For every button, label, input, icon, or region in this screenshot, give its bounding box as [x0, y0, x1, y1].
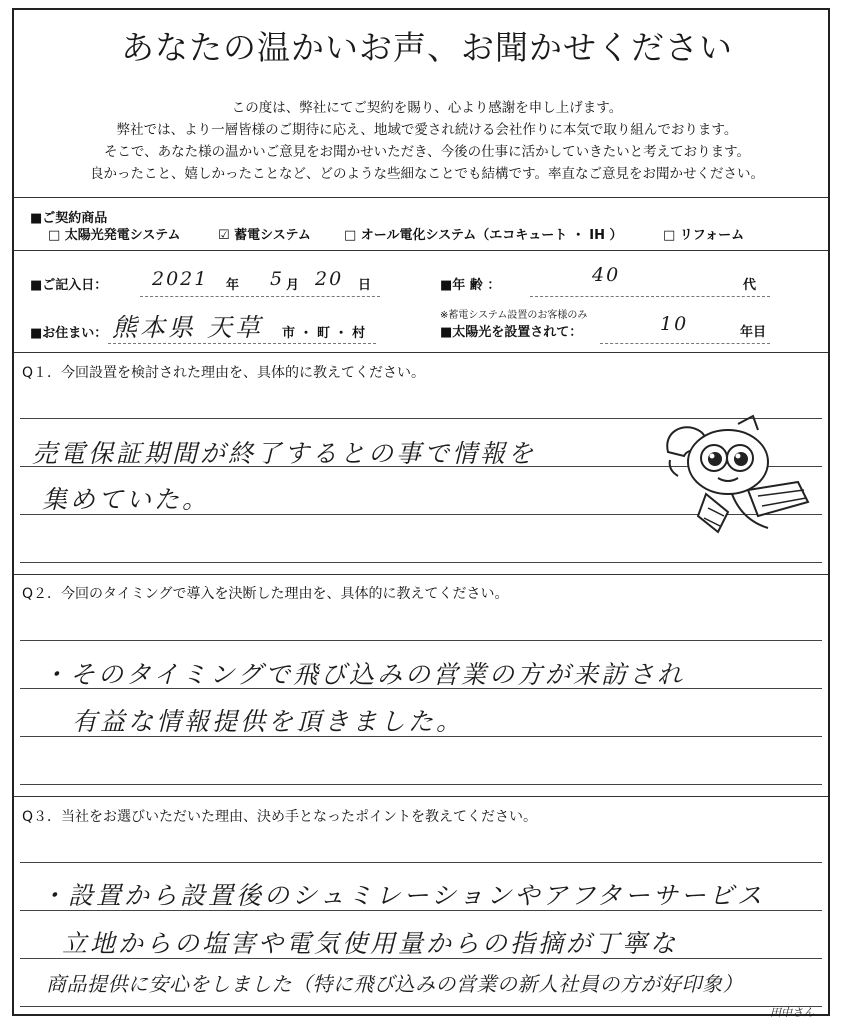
contract-label: ■ご契約商品 [30, 211, 108, 226]
month-unit: 月 [286, 278, 300, 293]
intro-line-2: 弊社では、より一層皆様のご期待に応え、地域で愛され続ける会社作りに本気で取り組んでおります。 [116, 122, 738, 138]
option-reform[interactable]: □ リフォーム [663, 228, 745, 243]
divider [14, 197, 828, 198]
q1-answer-line-2[interactable]: 集めていた。 [42, 485, 211, 514]
age-underline [530, 296, 770, 297]
q3-answer-line-1[interactable]: ・設置から設置後のシュミレーションやアフターサービス [40, 881, 765, 910]
intro-line-1: この度は、弊社にてご契約を賜り、心より感謝を申し上げます。 [231, 100, 623, 116]
q1-answer-line-1[interactable]: 売電保証期間が終了するとの事で情報を [32, 439, 537, 468]
answer-rule [20, 640, 822, 641]
address-underline [108, 343, 376, 344]
option-battery[interactable]: ☑ 蓄電システム [218, 228, 311, 243]
intro-line-3: そこで、あなた様の温かいご意見をお聞かせいただき、今後の仕事に活かしていきたいと考えております。 [103, 144, 751, 160]
address-label: ■お住まい： [30, 326, 108, 341]
mascot-illustration [658, 412, 818, 542]
q3-answer-line-2[interactable]: 立地からの塩害や電気使用量からの指摘が丁寧な [62, 929, 679, 958]
intro-line-4: 良かったこと、嬉しかったことなど、どのような些細なことでも結構です。率直なご意見をお聞かせください。 [90, 166, 764, 182]
address-value[interactable]: 熊本県 天草 [112, 313, 263, 342]
age-label: ■年 齢 ： [440, 278, 501, 293]
answer-rule [20, 862, 822, 863]
solar-value[interactable]: 10 [660, 313, 689, 335]
divider [14, 574, 828, 575]
divider [14, 796, 828, 797]
answer-rule [20, 1006, 822, 1007]
answer-rule [20, 784, 822, 785]
battery-note: ※蓄電システム設置のお客様のみ [440, 310, 588, 321]
year-value[interactable]: 2021 [152, 268, 209, 290]
year-unit: 年 [226, 278, 240, 293]
day-value[interactable]: 20 [315, 268, 344, 290]
signature: 田中さん [770, 1006, 814, 1019]
age-unit: 代 [743, 278, 757, 293]
solar-underline [600, 343, 770, 344]
page-title: あなたの温かいお声、お聞かせください [121, 28, 733, 67]
solar-unit: 年目 [740, 325, 767, 340]
q1-question: Q１．今回設置を検討された理由を、具体的に教えてください。 [22, 365, 426, 381]
age-value[interactable]: 40 [592, 264, 621, 286]
q3-question: Q３．当社をお選びいただいた理由、決め手となったポイントを教えてください。 [22, 809, 538, 825]
solar-label: ■太陽光を設置されて： [440, 325, 583, 340]
date-underline [140, 296, 380, 297]
option-all-electric[interactable]: □ オール電化システム（エコキュート ・ IH ） [344, 228, 623, 243]
month-value[interactable]: 5 [270, 268, 285, 290]
day-unit: 日 [358, 278, 372, 293]
divider [14, 352, 828, 353]
q2-question: Q２．今回のタイミングで導入を決断した理由を、具体的に教えてください。 [22, 586, 509, 602]
q2-answer-line-1[interactable]: ・そのタイミングで飛び込みの営業の方が来訪され [42, 660, 686, 689]
option-solar[interactable]: □ 太陽光発電システム [48, 228, 181, 243]
address-units: 市 ・ 町 ・ 村 [282, 326, 366, 341]
divider [14, 250, 828, 251]
q2-answer-line-2[interactable]: 有益な情報提供を頂きました。 [72, 707, 465, 736]
answer-rule [20, 562, 822, 563]
q3-answer-line-3[interactable]: 商品提供に安心をしました（特に飛び込みの営業の新人社員の方が好印象） [46, 972, 743, 996]
date-label: ■ご記入日： [30, 278, 108, 293]
